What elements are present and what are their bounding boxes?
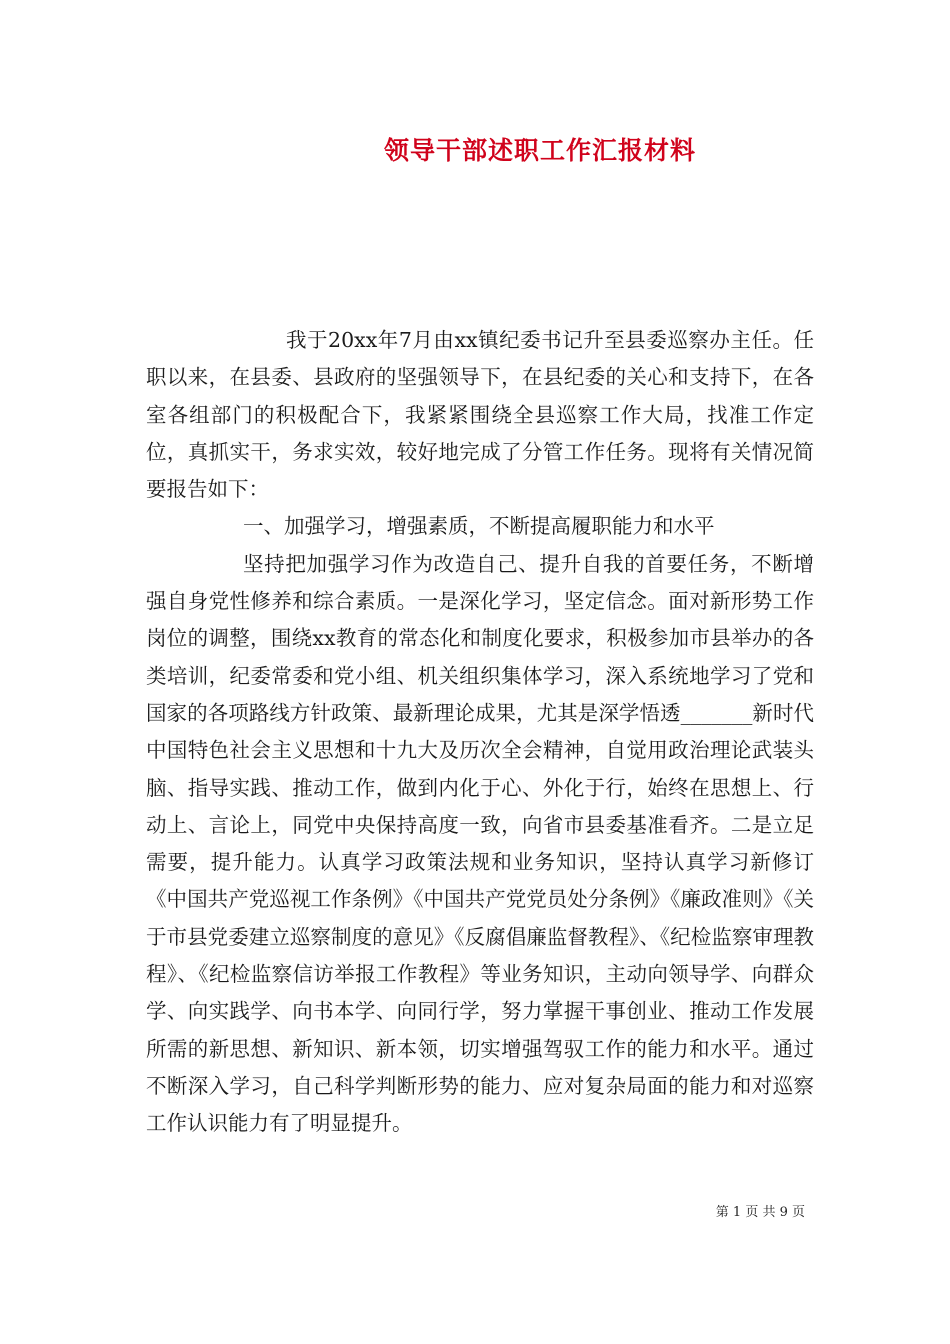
- intro-paragraph: 我于20xx年7月由xx镇纪委书记升至县委巡察办主任。任职以来，在县委、县政府的坚强领导下，在县纪委的关心和支持下，在各室各组部门的积极配合下，我紧紧围绕全县巡察工作大局，找准工作定位，真抓实干，务求实效，较好地完成了分管工作任务。现将有关情况简要报告如下：: [146, 328, 814, 502]
- document-title: 领导干部述职工作汇报材料: [383, 136, 696, 165]
- section-heading: 一、加强学习，增强素质，不断提高履职能力和水平: [243, 514, 715, 539]
- body-paragraph: 坚持把加强学习作为改造自己、提升自我的首要任务，不断增强自身党性修养和综合素质。一是深化学习，坚定信念。面对新形势工作岗位的调整，围绕xx教育的常态化和制度化要求，积极参加市县举办的各类培训，纪委常委和党小组、机关组织集体学习，深入系统地学习了党和国家的各项路线方针政策、最新理论成果，尤其是深学悟透_______新时代中国特色社会主义思想和十九大及历次全会精神，自觉用政治理论武装头脑、指导实践、推动工作，做到内化于心、外化于行，始终在思想上、行动上、言论上，同党中央保持高度一致，向省市县委基准看齐。二是立足需要，提升能力。认真学习政策法规和业务知识，坚持认真学习新修订《中国共产党巡视工作条例》《中国共产党党员处分条例》《廉政准则》《关于市县党委建立巡察制度的意见》《反腐倡廉监督教程》、《纪检监察审理教程》、《纪检监察信访举报工作教程》等业务知识，主动向领导学、向群众学、向实践学、向书本学、向同行学，努力掌握干事创业、推动工作发展所需的新思想、新知识、新本领，切实增强驾驭工作的能力和水平。通过不断深入学习，自己科学判断形势的能力、应对复杂局面的能力和对巡察工作认识能力有了明显提升。: [146, 551, 814, 1136]
- page-number: 第 1 页 共 9 页: [715, 1205, 805, 1220]
- document-body: [146, 322, 814, 1143]
